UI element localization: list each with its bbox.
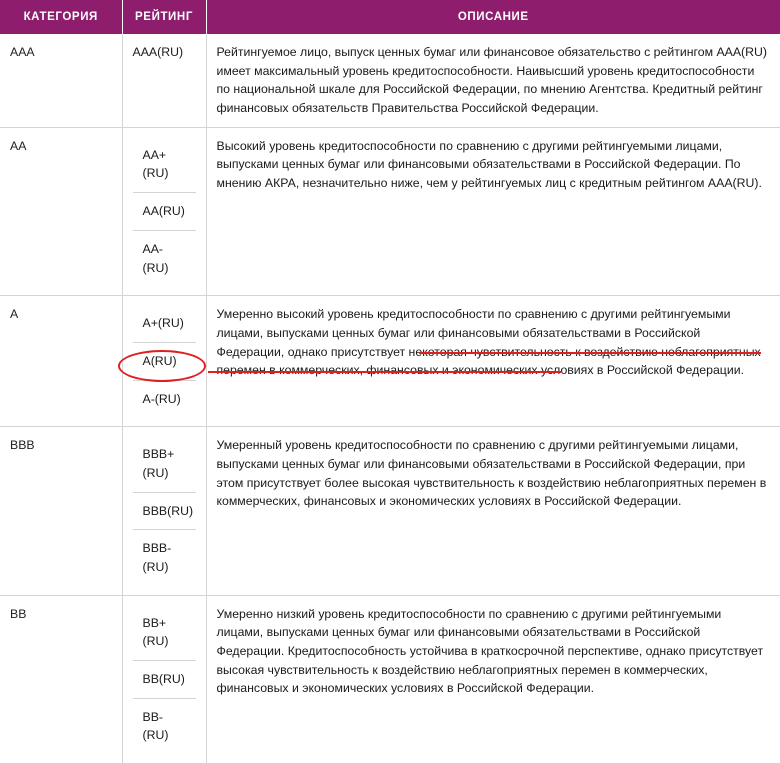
cell-rating bbox=[122, 595, 206, 763]
cell-description: Умеренно низкий уровень кредитоспособности по сравнению с другими рейтингуемыми лицами, выпусками ценных бумаг или финансовыми обязательствами в Российской Федерации. Кредитоспособность устойчива в краткосрочной перспективе, однако присутствует высокая чувствительность к воздействию неблагоприятных перемен в коммерческих, финансовых и экономических условиях в Российской Федерации. bbox=[206, 595, 780, 763]
cell-description: Высокий уровень кредитоспособности по сравнению с другими рейтингуемыми лицами, выпусками ценных бумаг или финансовыми обязательствами в Российской Федерации. По мнению АКРА, незначительно ниже, чем у рейтингуемых лиц с кредитным рейтингом AAA(RU). bbox=[206, 127, 780, 295]
cell-description: Рейтингуемое лицо, выпуск ценных бумаг или финансовое обязательство с рейтингом AAA(RU) имеет максимальный уровень кредитоспособности. Наивысший уровень кредитоспособности по национальной шкале для Российской Федерации, по мнению Агентства. Кредитный рейтинг финансовых обязательств Правительства Российской Федерации. bbox=[206, 34, 780, 127]
cell-category: AA bbox=[0, 127, 122, 295]
cell-rating bbox=[122, 34, 206, 127]
column-header-category: КАТЕГОРИЯ bbox=[0, 0, 122, 34]
cell-rating bbox=[122, 296, 206, 427]
rating-value: AAA(RU) bbox=[132, 45, 184, 59]
cell-rating bbox=[122, 427, 206, 595]
rating-value: BB-(RU) bbox=[142, 709, 169, 743]
column-header-rating: РЕЙТИНГ bbox=[122, 0, 206, 34]
rating-value: BBB+(RU) bbox=[133, 436, 196, 492]
rating-value: BBB(RU) bbox=[133, 493, 196, 531]
cell-description: Умеренный уровень кредитоспособности по сравнению с другими рейтингуемыми лицами, выпусками ценных бумаг или финансовыми обязательствами в Российской Федерации, при этом присутствует более высокая чувствительность к воздействию неблагоприятных перемен в коммерческих, финансовых и экономических условиях в Российской Федерации. bbox=[206, 427, 780, 595]
column-header-description: ОПИСАНИЕ bbox=[206, 0, 780, 34]
rating-value-highlighted: BBB-(RU) bbox=[142, 541, 172, 574]
rating-value: A(RU) bbox=[133, 343, 196, 381]
rating-value: AA+(RU) bbox=[133, 137, 196, 193]
table-header-row bbox=[0, 0, 780, 34]
table-row bbox=[0, 595, 780, 763]
table-row bbox=[0, 427, 780, 595]
table-body bbox=[0, 34, 780, 764]
rating-value: A+(RU) bbox=[133, 305, 196, 343]
table-header bbox=[0, 0, 780, 34]
table-row bbox=[0, 127, 780, 295]
rating-value: BB+(RU) bbox=[133, 605, 196, 661]
rating-value: BB(RU) bbox=[133, 661, 196, 699]
table-row bbox=[0, 296, 780, 427]
cell-category: AAA bbox=[0, 34, 122, 127]
cell-rating bbox=[122, 127, 206, 295]
rating-value: AA(RU) bbox=[133, 193, 196, 231]
table-row bbox=[0, 34, 780, 127]
cell-category: A bbox=[0, 296, 122, 427]
cell-description: Умеренно высокий уровень кредитоспособности по сравнению с другими рейтингуемыми лицами, выпусками ценных бумаг или финансовыми обязательствами в Российской Федерации, однако присутствует некоторая чувствительность к воздействию неблагоприятных перемен в коммерческих, финансовых и экономических условиях в Российской Федерации. bbox=[206, 296, 780, 427]
cell-category: BBB bbox=[0, 427, 122, 595]
rating-value: AA-(RU) bbox=[142, 241, 169, 275]
rating-value: A-(RU) bbox=[142, 391, 181, 406]
cell-category: BB bbox=[0, 595, 122, 763]
